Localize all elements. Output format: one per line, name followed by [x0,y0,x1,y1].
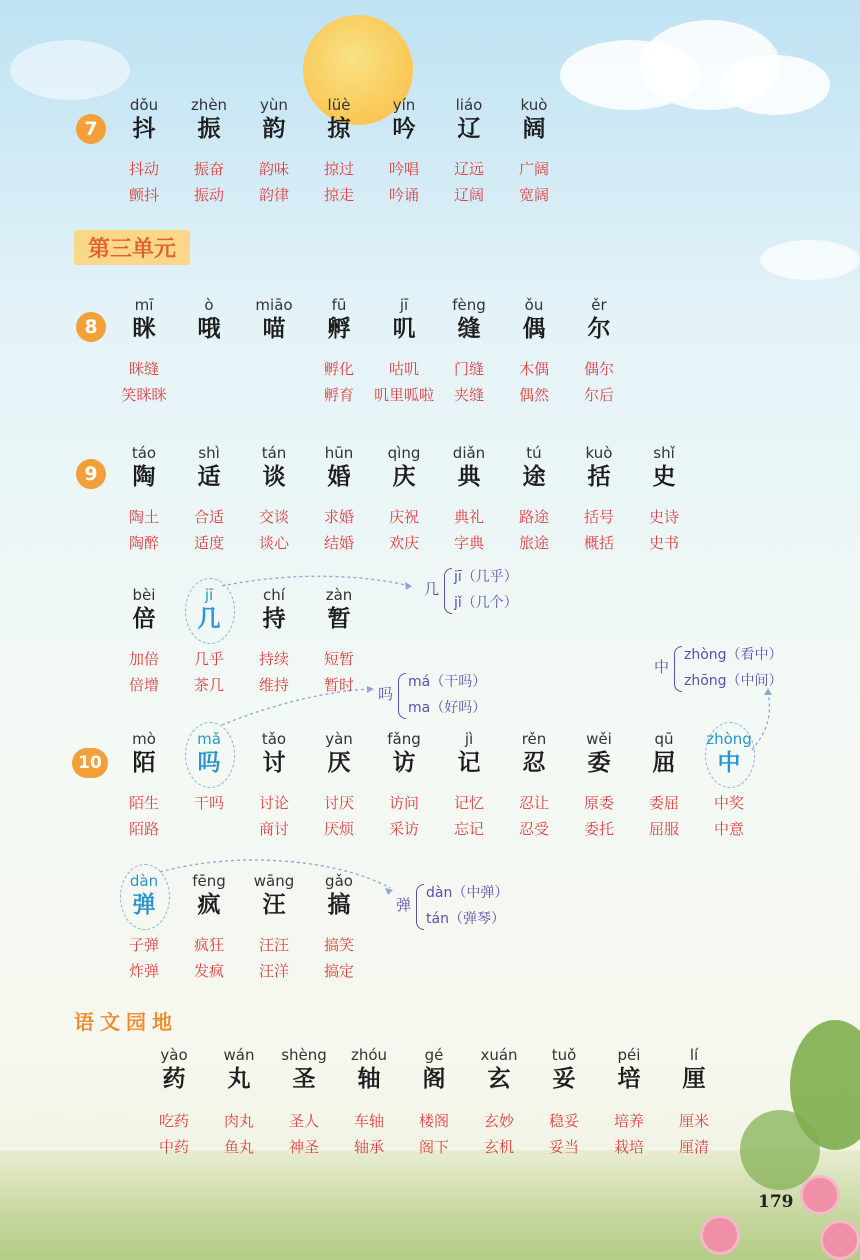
example-word: 访问 [388,794,419,812]
pinyin: kuò [585,444,613,462]
hanzi: 哦 [197,315,221,342]
lesson-number-badge: 7 [76,114,106,144]
example-word: 玄妙 [483,1112,514,1130]
hanzi: 培 [617,1065,641,1092]
pinyin: jī [204,586,214,604]
pinyin: shèng [281,1046,327,1064]
pinyin: tǎo [261,730,287,748]
hanzi: 访 [392,749,416,776]
hanzi: 疯 [197,891,221,918]
example-word: 汪洋 [258,962,289,980]
pinyin: dǒu [129,96,159,114]
example-word: 子弹 [128,936,159,954]
hanzi: 典 [457,463,481,490]
character-cell [241,444,307,492]
example-word: 忍受 [518,820,549,838]
character-cell [176,730,242,778]
character-cell [306,872,372,920]
example-word: 培养 [613,1112,644,1130]
example-word: 厘米 [678,1112,709,1130]
hanzi: 几 [197,605,221,632]
example-word: 搞笑 [323,936,354,954]
example-word: 委托 [583,820,614,838]
note-reading: dàn（中弹） [426,885,509,901]
character-cell [306,96,372,144]
pinyin: qìng [387,444,421,462]
example-word: 鱼丸 [223,1138,254,1156]
character-cell [371,444,437,492]
brace [398,673,406,719]
note-reading: zhōng（中间） [684,673,783,689]
pinyin: yào [160,1046,188,1064]
character-cell [436,96,502,144]
example-word: 短暂 [323,650,354,668]
example-word: 字典 [453,534,484,552]
pinyin: mī [134,296,154,314]
character-cell [371,730,437,778]
hanzi: 厘 [682,1065,706,1092]
example-word: 炸弹 [128,962,159,980]
character-cell [596,1046,662,1094]
example-word: 讨厌 [323,794,354,812]
hanzi: 妥 [552,1065,576,1092]
lesson-number-badge: 8 [76,312,106,342]
character-cell [111,872,177,920]
example-word: 抖动 [128,160,159,178]
pinyin: diǎn [452,444,486,462]
example-word: 掠过 [323,160,354,178]
example-word: 欢庆 [388,534,419,552]
pinyin: zhóu [350,1046,388,1064]
character-cell [696,730,762,778]
example-word: 中奖 [713,794,744,812]
character-cell [401,1046,467,1094]
example-word: 吟唱 [388,160,419,178]
pinyin: zhèn [190,96,228,114]
hanzi: 孵 [327,315,351,342]
example-word: 概括 [583,534,614,552]
example-word: 汪汪 [258,936,289,954]
brace [444,568,452,614]
hanzi: 缝 [457,315,481,342]
example-word: 旅途 [518,534,549,552]
example-word: 干吗 [193,794,224,812]
example-word: 圣人 [288,1112,319,1130]
character-cell [371,296,437,344]
pinyin: gé [424,1046,444,1064]
example-word: 庆祝 [388,508,419,526]
note-char: 中 [654,658,670,676]
pinyin: hūn [324,444,354,462]
pinyin: wāng [253,872,295,890]
example-word: 眯缝 [128,360,159,378]
hanzi: 括 [587,463,611,490]
example-word: 尔后 [583,386,614,404]
example-word: 宽阔 [518,186,549,204]
character-cell [631,730,697,778]
hanzi: 玄 [487,1065,511,1092]
hanzi: 暂 [327,605,351,632]
example-word: 记忆 [453,794,484,812]
hanzi: 韵 [262,115,286,142]
example-word: 暂时 [323,676,354,694]
hanzi: 适 [197,463,221,490]
character-cell [531,1046,597,1094]
example-word: 合适 [193,508,224,526]
character-cell [501,96,567,144]
character-cell [111,586,177,634]
character-cell [111,444,177,492]
note-reading: zhòng（看中） [684,647,783,663]
note-reading: ma（好吗） [408,700,487,716]
hanzi: 谈 [262,463,286,490]
example-word: 茶几 [193,676,224,694]
character-cell [336,1046,402,1094]
example-word: 夹缝 [453,386,484,404]
example-word: 稳妥 [548,1112,579,1130]
hanzi: 药 [162,1065,186,1092]
example-word: 忍让 [518,794,549,812]
character-cell [111,96,177,144]
note-char: 吗 [378,685,394,703]
example-word: 广阔 [518,160,549,178]
example-word: 孵化 [323,360,354,378]
pinyin: mò [132,730,156,748]
example-word: 厘清 [678,1138,709,1156]
pinyin: mǎ [197,730,221,748]
example-word: 史诗 [648,508,679,526]
example-word: 倍增 [128,676,159,694]
example-word: 孵育 [323,386,354,404]
character-cell [436,296,502,344]
hanzi: 厌 [327,749,351,776]
pinyin: xuán [480,1046,518,1064]
pinyin: chí [263,586,285,604]
example-word: 陌路 [128,820,159,838]
pinyin: yín [392,96,416,114]
character-cell [566,296,632,344]
pinyin: kuò [520,96,548,114]
hanzi: 陌 [132,749,156,776]
hanzi: 振 [197,115,221,142]
example-word: 陶土 [128,508,159,526]
example-word: 中意 [713,820,744,838]
hanzi: 屈 [652,749,676,776]
hanzi: 庆 [392,463,416,490]
character-cell [271,1046,337,1094]
example-word: 忘记 [453,820,484,838]
character-cell [176,296,242,344]
pinyin: fèng [452,296,486,314]
example-word: 持续 [258,650,289,668]
character-cell [501,730,567,778]
example-word: 门缝 [453,360,484,378]
character-cell [306,730,372,778]
example-word: 吟诵 [388,186,419,204]
example-word: 笑眯眯 [121,386,167,404]
example-word: 加倍 [128,650,159,668]
hanzi: 轴 [357,1065,381,1092]
note-reading: jǐ（几个） [454,595,518,611]
pinyin: ò [204,296,214,314]
hanzi: 吗 [197,749,221,776]
example-word: 振动 [193,186,224,204]
hanzi: 阔 [522,115,546,142]
pinyin: fū [331,296,347,314]
character-cell [141,1046,207,1094]
hanzi: 讨 [262,749,286,776]
pinyin: miāo [255,296,293,314]
hanzi: 汪 [262,891,286,918]
example-word: 韵味 [258,160,289,178]
pinyin: lí [689,1046,699,1064]
pinyin: jī [399,296,409,314]
example-word: 振奋 [193,160,224,178]
example-word: 陌生 [128,794,159,812]
example-word: 叽里呱啦 [373,386,434,404]
pinyin: liáo [455,96,483,114]
hanzi: 搞 [327,891,351,918]
pinyin: ěr [591,296,607,314]
page-number: 179 [758,1192,794,1212]
lesson-number-badge: 9 [76,459,106,489]
pinyin: zhòng [706,730,752,748]
hanzi: 中 [717,749,741,776]
pinyin: wán [223,1046,255,1064]
character-cell [306,444,372,492]
example-word: 韵律 [258,186,289,204]
example-word: 偶然 [518,386,549,404]
character-cell [631,444,697,492]
note-char: 弹 [396,896,412,914]
example-word: 栽培 [613,1138,644,1156]
example-word: 咕叽 [388,360,419,378]
character-cell [566,444,632,492]
example-word: 采访 [388,820,419,838]
hanzi: 史 [652,463,676,490]
example-word: 求婚 [323,508,354,526]
pinyin: yàn [325,730,353,748]
example-word: 厌烦 [323,820,354,838]
hanzi: 眯 [132,315,156,342]
character-cell [176,96,242,144]
character-cell [371,96,437,144]
example-word: 路途 [518,508,549,526]
character-cell [176,872,242,920]
pinyin: jì [464,730,474,748]
example-word: 典礼 [453,508,484,526]
character-cell [501,296,567,344]
hanzi: 叽 [392,315,416,342]
example-word: 括号 [583,508,614,526]
hanzi: 喵 [262,315,286,342]
lesson-number-badge: 10 [72,748,108,778]
example-word: 交谈 [258,508,289,526]
pinyin: tán [261,444,287,462]
hanzi: 记 [457,749,481,776]
character-cell [176,586,242,634]
note-reading: jī（几乎） [454,569,518,585]
example-word: 木偶 [518,360,549,378]
example-word: 讨论 [258,794,289,812]
example-word: 辽阔 [453,186,484,204]
hanzi: 忍 [522,749,546,776]
pinyin: ǒu [524,296,544,314]
example-word: 楼阁 [418,1112,449,1130]
character-cell [436,444,502,492]
character-cell [306,586,372,634]
note-char: 几 [424,580,440,598]
hanzi: 委 [587,749,611,776]
pinyin: tú [526,444,542,462]
pinyin: yùn [260,96,288,114]
section-title: 语文园地 [74,1010,178,1034]
example-word: 车轴 [353,1112,384,1130]
example-word: 肉丸 [223,1112,254,1130]
note-reading: tán（弹琴） [426,911,505,927]
character-cell [241,872,307,920]
pinyin: táo [131,444,157,462]
arrow-ji [222,576,410,586]
pinyin: péi [617,1046,641,1064]
hanzi: 掠 [327,115,351,142]
hanzi: 阁 [422,1065,446,1092]
example-word: 妥当 [548,1138,579,1156]
example-word: 几乎 [193,650,224,668]
brace [674,646,682,692]
character-cell [436,730,502,778]
pinyin: zàn [325,586,353,604]
pinyin: shì [198,444,220,462]
hanzi: 陶 [132,463,156,490]
hanzi: 抖 [132,115,156,142]
pinyin: tuǒ [551,1046,577,1064]
hanzi: 吟 [392,115,416,142]
pinyin: dàn [129,872,159,890]
example-word: 辽远 [453,160,484,178]
example-word: 委屈 [648,794,679,812]
example-word: 搞定 [323,962,354,980]
pinyin: bèi [132,586,156,604]
example-word: 原委 [583,794,614,812]
hanzi: 丸 [227,1065,251,1092]
example-word: 史书 [648,534,679,552]
hanzi: 倍 [132,605,156,632]
pinyin: qū [654,730,674,748]
character-cell [566,730,632,778]
hanzi: 圣 [292,1065,316,1092]
brace [416,884,424,930]
example-word: 发疯 [193,962,224,980]
hanzi: 辽 [457,115,481,142]
character-cell [111,730,177,778]
hanzi: 婚 [327,463,351,490]
character-cell [661,1046,727,1094]
character-cell [306,296,372,344]
example-word: 玄机 [483,1138,514,1156]
character-cell [241,586,307,634]
pinyin: fēng [192,872,226,890]
example-word: 吃药 [158,1112,189,1130]
hanzi: 弹 [132,891,156,918]
example-word: 神圣 [288,1138,319,1156]
hanzi: 途 [522,463,546,490]
character-cell [111,296,177,344]
hanzi: 持 [262,605,286,632]
character-cell [241,730,307,778]
example-word: 维持 [258,676,289,694]
hanzi: 尔 [587,315,611,342]
example-word: 适度 [193,534,224,552]
pinyin: shǐ [653,444,675,462]
pinyin: gǎo [325,872,353,890]
character-cell [466,1046,532,1094]
example-word: 阁下 [418,1138,449,1156]
example-word: 屈服 [648,820,679,838]
example-word: 轴承 [353,1138,384,1156]
character-cell [176,444,242,492]
character-cell [241,296,307,344]
character-cell [501,444,567,492]
example-word: 掠走 [323,186,354,204]
example-word: 偶尔 [583,360,614,378]
hanzi: 偶 [522,315,546,342]
example-word: 疯狂 [193,936,224,954]
pinyin: fǎng [387,730,421,748]
example-word: 结婚 [323,534,354,552]
example-word: 陶醉 [128,534,159,552]
example-word: 颤抖 [128,186,159,204]
example-word: 中药 [158,1138,189,1156]
pinyin: lüè [327,96,351,114]
character-cell [241,96,307,144]
example-word: 商讨 [258,820,289,838]
example-word: 谈心 [258,534,289,552]
pinyin: wěi [586,730,612,748]
unit-title: 第三单元 [74,230,190,265]
character-cell [206,1046,272,1094]
pinyin: rěn [521,730,547,748]
note-reading: má（干吗） [408,674,487,690]
